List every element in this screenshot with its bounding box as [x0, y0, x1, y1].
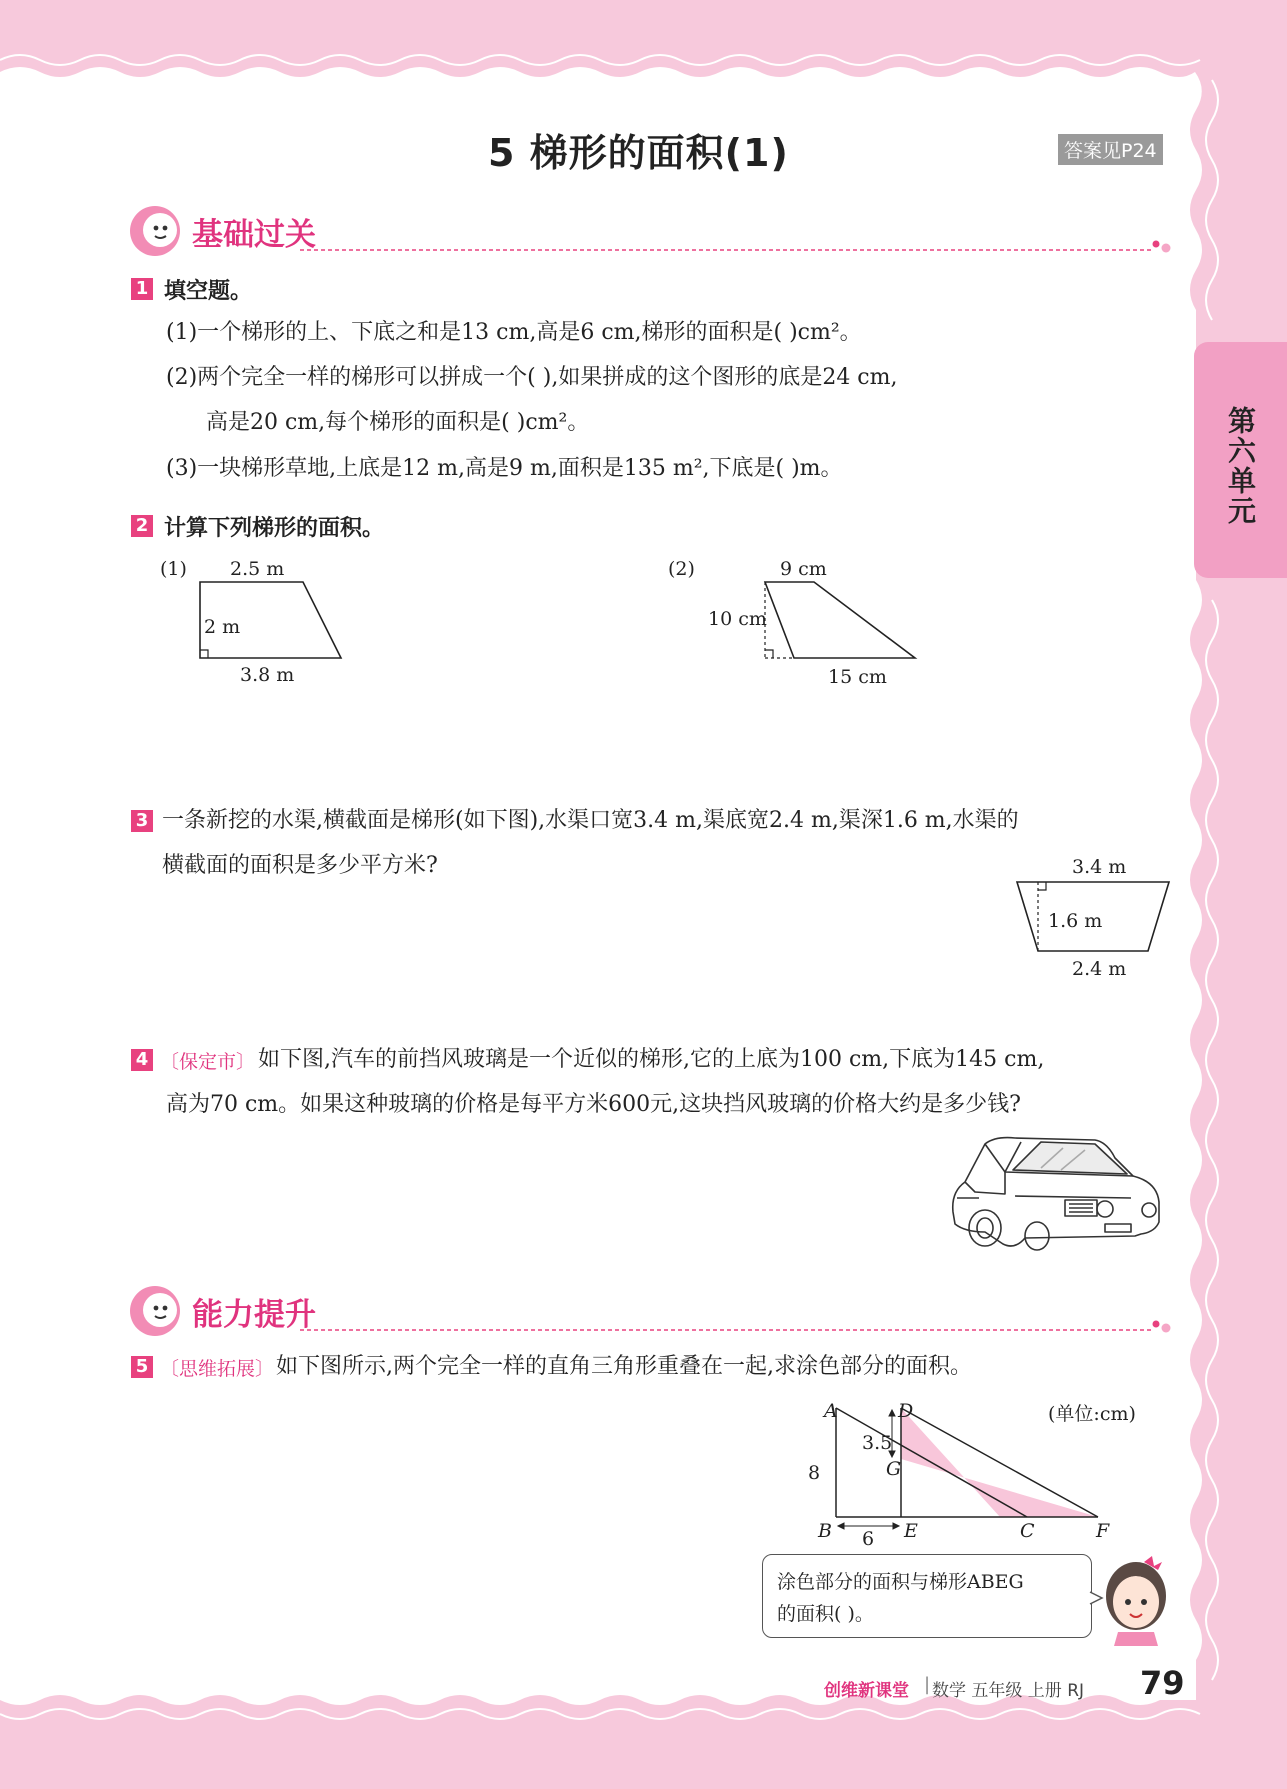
footer-book-info: 数学 五年级 上册 RJ	[932, 1681, 1085, 1701]
q1-line-1: (1)一个梯形的上、下底之和是13 cm,高是6 cm,梯形的面积是( )cm²。	[166, 320, 862, 345]
figure-2-height-label: 10 cm	[708, 608, 767, 630]
figure-1-bottom-label: 3.8 m	[240, 664, 295, 686]
section-divider	[300, 238, 1172, 254]
trapezoid-figure-2	[760, 575, 920, 665]
hint-speech-bubble	[762, 1554, 1092, 1638]
q5-line-1: 如下图所示,两个完全一样的直角三角形重叠在一起,求涂色部分的面积。	[276, 1354, 972, 1379]
q3-line-1: 一条新挖的水渠,横截面是梯形(如下图),水渠口宽3.4 m,渠底宽2.4 m,渠深1.6 m,水渠的	[162, 808, 1019, 833]
canal-height-label: 1.6 m	[1048, 910, 1103, 932]
q5-source-tag: 〔思维拓展〕	[160, 1358, 275, 1380]
mascot-icon	[128, 204, 182, 258]
hint-line-2: 的面积( )。	[777, 1603, 874, 1625]
unit-side-tab[interactable]	[1194, 342, 1287, 578]
question-number-5: 5	[131, 1356, 153, 1378]
footer-separator: |	[924, 1674, 931, 1695]
point-E-label: E	[904, 1520, 918, 1542]
point-G-label: G	[886, 1458, 902, 1480]
figure-2-bottom-label: 15 cm	[828, 666, 887, 688]
point-A-label: A	[824, 1400, 838, 1422]
q1-line-4: (3)一块梯形草地,上底是12 m,高是9 m,面积是135 m²,下底是( )m。	[166, 456, 843, 481]
point-D-label: D	[898, 1400, 914, 1422]
figure-2-top-label: 9 cm	[780, 558, 827, 580]
question-number-1: 1	[131, 278, 153, 300]
point-F-label: F	[1096, 1520, 1110, 1542]
q3-line-2: 横截面的面积是多少平方米?	[162, 853, 438, 878]
unit-tab-label: 第六单元	[1224, 406, 1257, 526]
figure-1-top-label: 2.5 m	[230, 558, 285, 580]
section-title-basic: 基础过关	[192, 217, 316, 253]
question-number-3: 3	[131, 810, 153, 832]
section-title-advanced: 能力提升	[192, 1297, 316, 1333]
q4-source-tag: 〔保定市〕	[160, 1051, 256, 1073]
length-6-label: 6	[862, 1528, 875, 1550]
length-3-5-label: 3.5	[862, 1432, 893, 1454]
canal-bottom-label: 2.4 m	[1072, 958, 1127, 980]
hint-line-1: 涂色部分的面积与梯形ABEG	[777, 1571, 1024, 1593]
q1-line-3: 高是20 cm,每个梯形的面积是( )cm²。	[206, 410, 590, 435]
figure-1-height-label: 2 m	[204, 616, 241, 638]
point-B-label: B	[818, 1520, 832, 1542]
footer-brand: 创维新课堂	[824, 1681, 909, 1701]
q5-unit-label: (单位:cm)	[1048, 1403, 1136, 1425]
q2-figure-2-label: (2)	[668, 558, 695, 580]
question-2-title: 计算下列梯形的面积。	[164, 516, 385, 541]
overlapping-triangles-figure	[800, 1396, 1120, 1546]
question-number-4: 4	[131, 1049, 153, 1071]
section-divider-2	[300, 1318, 1172, 1334]
car-illustration	[945, 1132, 1167, 1258]
point-C-label: C	[1020, 1520, 1035, 1542]
length-8-label: 8	[808, 1462, 821, 1484]
page-number: 79	[1140, 1664, 1185, 1702]
q4-line-2: 高为70 cm。如果这种玻璃的价格是每平方米600元,这块挡风玻璃的价格大约是多少钱?	[166, 1092, 1021, 1117]
q1-line-2: (2)两个完全一样的梯形可以拼成一个( ),如果拼成的这个图形的底是24 cm,	[166, 365, 898, 390]
girl-avatar-icon	[1088, 1552, 1172, 1646]
question-number-2: 2	[131, 515, 153, 537]
q2-figure-1-label: (1)	[160, 558, 187, 580]
answer-reference: 答案见P24	[1058, 134, 1163, 165]
q4-line-1: 如下图,汽车的前挡风玻璃是一个近似的梯形,它的上底为100 cm,下底为145 cm,	[258, 1047, 1045, 1072]
page-title: 5 梯形的面积(1)	[488, 131, 789, 175]
question-1-title: 填空题。	[164, 279, 253, 304]
canal-top-label: 3.4 m	[1072, 856, 1127, 878]
mascot-icon-2	[128, 1284, 182, 1338]
